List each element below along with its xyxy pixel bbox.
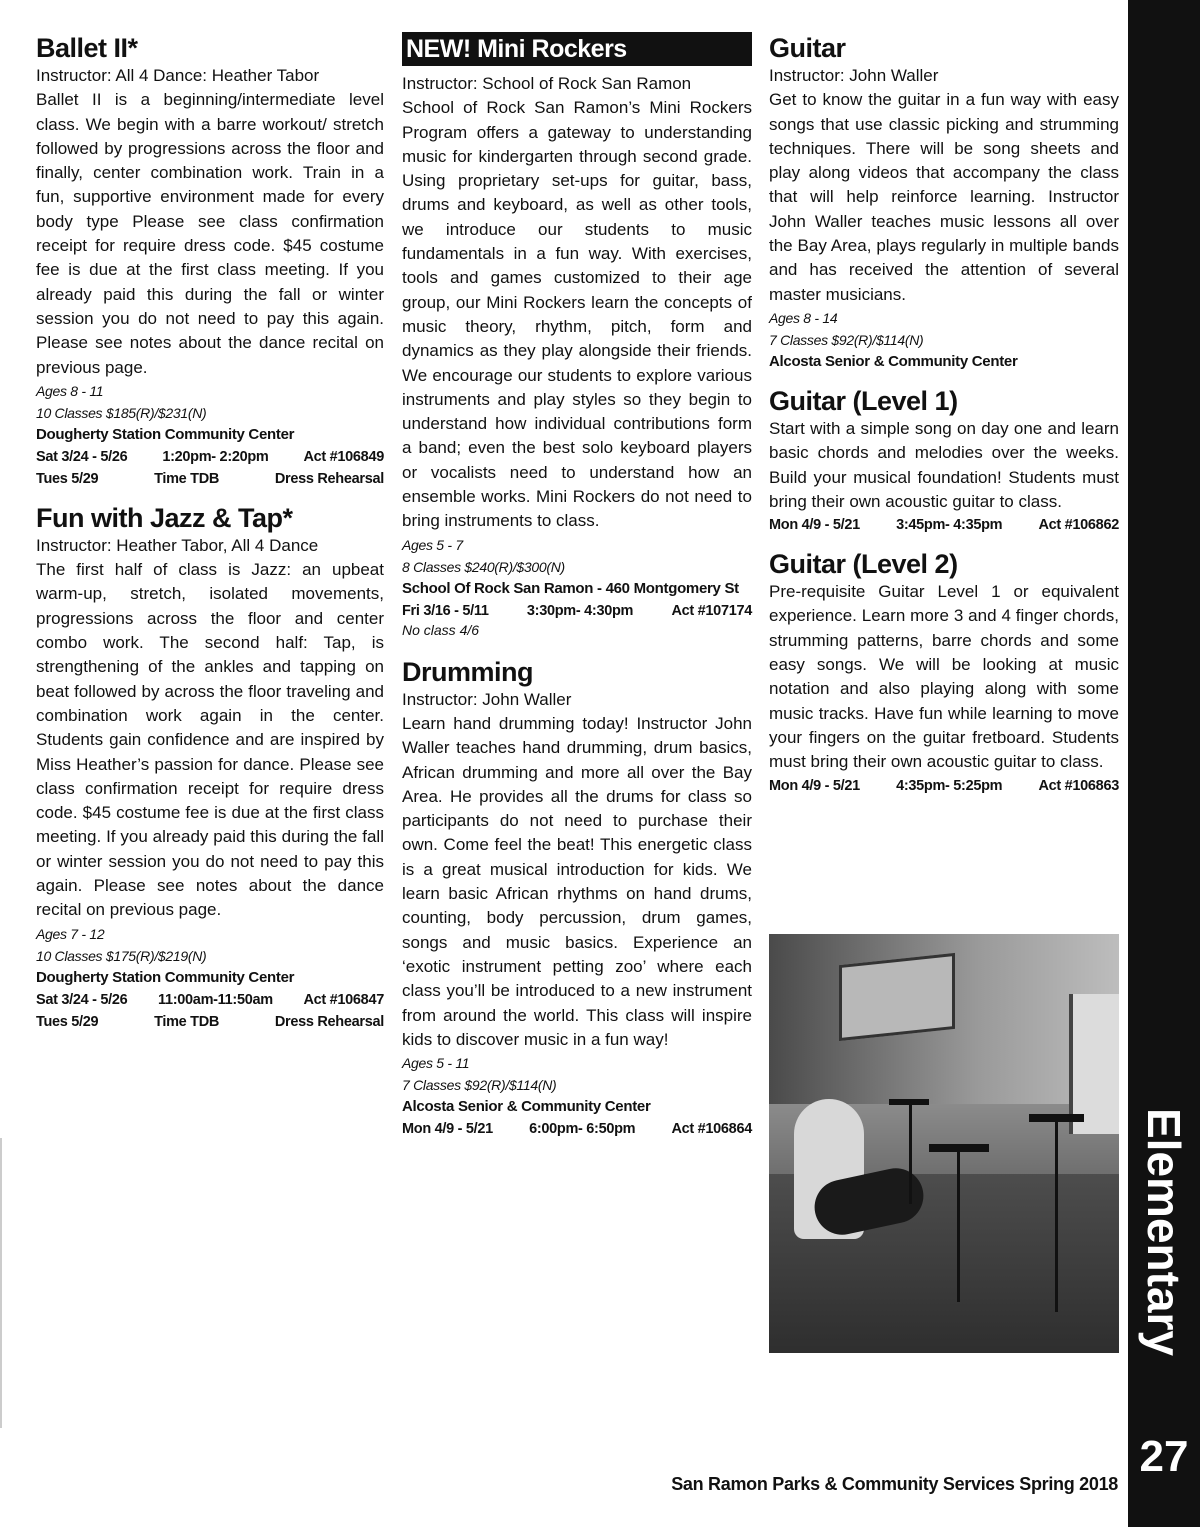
- class-title: Guitar (Level 1): [769, 385, 958, 416]
- class-description: Get to know the guitar in a fun way with easy songs that use classic picking and strumming techniques. There will be song sheets and play along videos that accompany the class that will help reinforce learning. Instructor John Waller teaches music lessons all over the Bay Area, plays regularly in multiple bands and has received the attention of several master musicians.: [769, 90, 1119, 304]
- class-description: School of Rock San Ramon’s Mini Rockers Program offers a gateway to understanding music for kindergarten through second grade. Using proprietary set-ups for guitar, bass, drums and keyboard, as well as other tools, we introduce our students to music fundamentals in a fun way. With exercises, tools and games customized to their age group, our Mini Rockers learn the concepts of music theory, rhythm, pitch, form and dynamics as they play alongside their friends. We encourage our students to explore various instruments and play styles so they begin to understand how individual contributions form a band; even the best solo keyboard players or vocalists need to understand how an ensemble works. Mini Rockers do not need to bring instruments to class.: [402, 98, 752, 531]
- class-listing: [36, 32, 384, 490]
- schedule-activity: Dress Rehearsal: [274, 470, 384, 487]
- class-fee: 10 Classes $175(R)/$219(N): [36, 947, 207, 964]
- class-description: Ballet II is a beginning/intermediate level class. We begin with a barre workout/ stretch followed by progressions across the floor and finally, center combination work. Train in a fun, supportive environment made for every body type Please see class confirmation receipt for require dress code. $45 costume fee is due at the first class meeting. If you already paid this during the fall or winter session you do not need to pay this again. Please see notes about the dance recital on previous page.: [36, 90, 384, 377]
- class-description: The first half of class is Jazz: an upbeat warm-up, stretch, isolated movements, progressions across the floor and center combo work. The second half: Tap, is strengthening of the ankles and tapping on beat followed by across the floor traveling and combination work again in the center. Students gain confidence and are inspired by Miss Heather’s passion for dance. Please see class confirmation receipt for require dress code. $45 costume fee is due at the first class meeting. If you already paid this during the fall or winter session you do not need to pay this again. Please see notes about the dance recital on previous page.: [36, 560, 384, 920]
- schedule-time: 3:45pm- 4:35pm: [896, 517, 1003, 534]
- schedule-activity: Act #107174: [671, 602, 752, 619]
- schedule-row: [769, 514, 1119, 536]
- schedule-days: Mon 4/9 - 5/21: [769, 517, 860, 534]
- schedule-row: [402, 1118, 752, 1140]
- class-ages: Ages 5 - 11: [402, 1055, 470, 1072]
- class-location: Dougherty Station Community Center: [36, 968, 295, 986]
- schedule-activity: Act #106849: [303, 448, 384, 465]
- schedule-days: Tues 5/29: [36, 470, 99, 487]
- schedule-time: 6:00pm- 6:50pm: [529, 1121, 636, 1138]
- class-title: Guitar: [769, 33, 846, 63]
- class-listing: [402, 656, 752, 1140]
- class-ages: Ages 8 - 14: [769, 309, 838, 326]
- schedule-row: [36, 1011, 384, 1033]
- schedule-days: Fri 3/16 - 5/11: [402, 602, 489, 619]
- class-title: NEW! Mini Rockers: [402, 32, 752, 66]
- class-instructor: Instructor: All 4 Dance: Heather Tabor: [36, 66, 320, 85]
- schedule-activity: Act #106864: [671, 1121, 752, 1138]
- class-location: Alcosta Senior & Community Center: [769, 352, 1018, 370]
- schedule-time: Time TDB: [154, 470, 220, 487]
- column-middle: [402, 32, 752, 1140]
- schedule-days: Mon 4/9 - 5/21: [402, 1121, 493, 1138]
- schedule-row: [36, 446, 384, 468]
- section-label: Elementary: [1138, 1107, 1191, 1357]
- class-instructor: Instructor: Heather Tabor, All 4 Dance: [36, 535, 319, 555]
- class-note: No class 4/6: [402, 621, 480, 638]
- schedule-row: [36, 468, 384, 490]
- class-listing: [36, 502, 384, 1033]
- class-fee: 7 Classes $92(R)/$114(N): [402, 1077, 557, 1094]
- class-ages: Ages 7 - 12: [36, 925, 105, 942]
- class-listing: [769, 548, 1119, 796]
- class-instructor: Instructor: School of Rock San Ramon: [402, 74, 692, 93]
- class-title: Guitar (Level 2): [769, 549, 958, 580]
- schedule-days: Tues 5/29: [36, 1013, 99, 1030]
- schedule-activity: Act #106863: [1038, 777, 1119, 794]
- class-description: Pre-requisite Guitar Level 1 or equivalent experience. Learn more 3 and 4 finger chords, strumming patterns, barre chords and some easy songs. We will be looking at music notation and also playing along with some music tracks. Have fun while learning to move your fingers on the guitar fretboard. Students must bring their own acoustic guitar to class.: [769, 582, 1119, 772]
- schedule-row: [36, 989, 384, 1011]
- class-fee: 7 Classes $92(R)/$114(N): [769, 331, 924, 348]
- class-ages: Ages 8 - 11: [36, 382, 104, 399]
- guitar-class-photo: [769, 934, 1119, 1353]
- column-left: [36, 32, 384, 1033]
- class-title: Ballet II*: [36, 33, 138, 63]
- class-listing: [402, 32, 752, 638]
- schedule-time: Time TDB: [154, 1013, 220, 1030]
- class-listing: [769, 32, 1119, 373]
- schedule-days: Mon 4/9 - 5/21: [769, 777, 860, 794]
- class-listing: [769, 385, 1119, 536]
- schedule-days: Sat 3/24 - 5/26: [36, 448, 128, 465]
- class-ages: Ages 5 - 7: [402, 536, 463, 553]
- column-right: [769, 32, 1119, 797]
- schedule-row: [769, 775, 1119, 797]
- schedule-time: 1:20pm- 2:20pm: [162, 448, 269, 465]
- schedule-time: 3:30pm- 4:30pm: [526, 602, 634, 619]
- schedule-row: [402, 600, 752, 622]
- schedule-activity: Act #106847: [303, 991, 384, 1008]
- class-title: Drumming: [402, 656, 533, 687]
- class-location: Alcosta Senior & Community Center: [402, 1098, 651, 1116]
- class-location: Dougherty Station Community Center: [36, 425, 295, 443]
- schedule-activity: Dress Rehearsal: [274, 1013, 384, 1030]
- schedule-days: Sat 3/24 - 5/26: [36, 991, 128, 1008]
- class-description: Start with a simple song on day one and learn basic chords and melodies over the weeks. Build your musical foundation! Students must bring their own acoustic guitar to class.: [769, 418, 1119, 511]
- class-instructor: Instructor: John Waller: [402, 689, 572, 709]
- class-fee: 8 Classes $240(R)/$300(N): [402, 558, 565, 575]
- schedule-time: 11:00am-11:50am: [158, 991, 273, 1008]
- class-location: School Of Rock San Ramon - 460 Montgomery St: [402, 579, 739, 597]
- margin-rule: [0, 1138, 2, 1428]
- class-title: Fun with Jazz & Tap*: [36, 502, 293, 533]
- page-number: 27: [1139, 1432, 1189, 1481]
- schedule-activity: Act #106862: [1038, 517, 1119, 534]
- class-fee: 10 Classes $185(R)/$231(N): [36, 404, 207, 421]
- class-instructor: Instructor: John Waller: [769, 66, 939, 85]
- class-description: Learn hand drumming today! Instructor John Waller teaches hand drumming, drum basics, African drumming and more all over the Bay Area. He provides all the drums for class so participants do not need to purchase their own. Come feel the beat! This energetic class is a great musical introduction for kids. We learn basic African rhythms on hand drums, counting, body percussion, drum games, songs and music basics. Experience an ‘exotic instrument petting zoo’ where each class you’ll be introduced to a new instrument from around the world. This class will inspire kids to discover music in a fun way!: [402, 713, 752, 1049]
- page-footer: San Ramon Parks & Community Services Spring 2018: [671, 1474, 1118, 1494]
- schedule-time: 4:35pm- 5:25pm: [896, 777, 1003, 794]
